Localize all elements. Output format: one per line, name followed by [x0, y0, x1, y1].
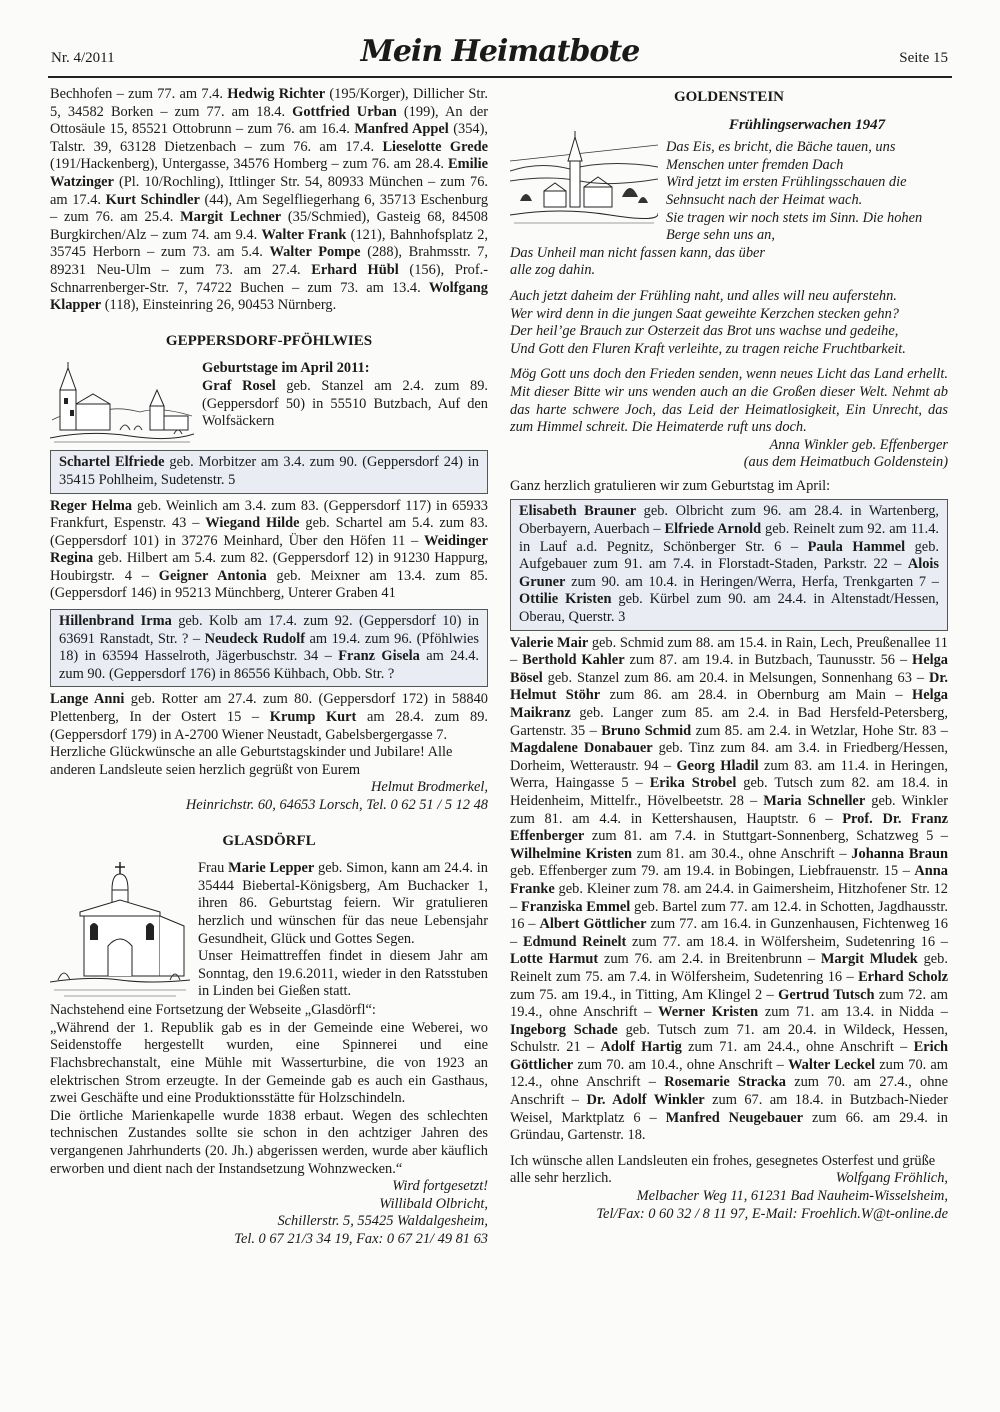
person-name: Georg Hladil: [676, 757, 759, 774]
masthead-logo: Mein Heimatbote: [360, 34, 640, 69]
person-name: Werner Kristen: [658, 1004, 759, 1021]
goldenstein-intro: Ganz herzlich gratulieren wir zum Geburtstag im April:: [510, 477, 831, 494]
person-name: Margit Lechner: [180, 209, 282, 226]
person-name: Emilie Watzinger: [50, 156, 488, 190]
right-column: [510, 86, 948, 1223]
person-name: Franziska Emmel: [520, 898, 631, 915]
entry-text: geb. Simon, kann am 24.4. in 35444 Biebertal-Königsberg, Am Buchacker 1, ihren 86. Geburtstag feiern. Wir gratulieren herzlich und wünschen für das neue Lebensjahr Gesundheit, Glück und Gottes Segen.: [198, 860, 488, 947]
highlight-box-elfriede: [50, 450, 488, 493]
header-rule: [48, 76, 952, 78]
entry-text: geb. Tutsch zum 82. am 18.4. in Heidenheim, Mittelfr., Hövelbeetstr. 28 –: [510, 775, 949, 809]
person-name: Magdalene Donabauer: [510, 740, 653, 757]
chapel-illustration: [50, 860, 190, 1000]
goldenstein-birthday-list: [510, 635, 948, 1145]
entry-text: (156), Prof.-Schnarrenberger-Str. 7, 74722 Buchen – zum 73. am 13.4.: [50, 261, 488, 296]
person-name: Graf Rosel: [202, 377, 276, 394]
entry-text: geb. Weinlich am 3.4. zum 83. (Geppersdorf 117) in 65933 Frankfurt, Espenstr. 43 –: [50, 497, 488, 532]
poem-stanza-1-end: alle zog dahin.: [510, 262, 596, 279]
entry-text: geb. Bartel zum 77. am 12.4. in Schotten, Jagdhausstr. 16 –: [510, 898, 948, 933]
person-name: Valerie Mair: [510, 634, 589, 651]
person-name: Erich Göttlicher: [510, 1039, 949, 1073]
person-name: Erhard Hübl: [311, 261, 399, 278]
entry-text: geb. Morbitzer am 3.4. zum 90. (Geppersdorf 24) in 35415 Pohlheim, Sudetenstr. 5: [59, 454, 479, 488]
person-name: Paula Hammel: [807, 538, 906, 555]
geppersdorf-closing: Herzliche Glückwünsche an alle Geburtstagskinder und Jubilare! Alle anderen Landsleute seien herzlich gegrüßt von Eurem: [50, 744, 453, 778]
geppersdorf-entries-3: [50, 691, 488, 744]
entry-text: geb. Schmid zum 88. am 15.4. in Rain, Lech, Preußenallee 11 –: [510, 634, 948, 669]
left-column: [50, 86, 488, 1249]
entry-text: (35/Schmied), Gasteig 68, 84508 Burgkirchen/Alz – zum 74. am 9.4.: [50, 209, 488, 243]
entry-text: zum 90. am 10.4. in Heringen/Werra, Herfa, Trenkgarten 7 –: [565, 573, 939, 590]
birthday-list-continued: [50, 86, 488, 315]
signature-brodmerkel-address: Heinrichstr. 60, 64653 Lorsch, Tel. 0 62 51 / 5 12 48: [185, 797, 488, 813]
page-number: Seite 15: [899, 50, 948, 66]
entry-text: zum 75. am 19.4., in Titting, Am Klingel 2 –: [510, 986, 779, 1003]
person-name: Albert Göttlicher: [539, 916, 647, 933]
poem-source: (aus dem Heimatbuch Goldenstein): [743, 454, 948, 471]
person-name: Maria Schneller: [763, 792, 866, 809]
entry-text: zum 87. am 19.4. in Butzbach, Taunusstr. 56 –: [624, 652, 913, 669]
entry-text: zum 70. am 12.4., ohne Anschrift –: [510, 1056, 949, 1091]
entry-text: geb. Kolb am 17.4. zum 92. (Geppersdorf 10) in 63691 Ranstadt, Str. ? –: [59, 613, 479, 647]
person-name: Erika Strobel: [649, 775, 737, 792]
geppersdorf-block: [50, 360, 488, 448]
entry-text: zum 77. am 16.4. in Gunzenhausen, Fichtenweg 16 –: [510, 916, 949, 950]
person-name: Anna Franke: [510, 863, 948, 897]
entry-text: zum 81. am 30.4., ohne Anschrift –: [632, 845, 852, 862]
person-name: Adolf Hartig: [600, 1039, 682, 1056]
section-heading-geppersdorf: GEPPERSDORF-PFÖHLWIES: [165, 332, 373, 349]
entry-text: geb. Winkler zum 81. am 4.4. in Kettershausen, Hauptstr. 6 –: [510, 792, 949, 827]
issue-number: Nr. 4/2011: [51, 50, 115, 66]
signature-olbricht-address: Schillerstr. 5, 55425 Waldalgesheim,: [277, 1213, 488, 1230]
geppersdorf-subheading: Geburtstage im April 2011:: [202, 360, 370, 377]
signature-olbricht-phone: Tel. 0 67 21/3 34 19, Fax: 0 67 21/ 49 81 63: [234, 1230, 488, 1247]
entry-text: geb. Schartel am 5.4. zum 83. (Geppersdorf 101) in 37276 Meinhard, Über den Höfen 11 –: [50, 515, 489, 549]
person-name: Ottilie Kristen: [519, 591, 612, 608]
person-name: Weidinger Regina: [50, 532, 488, 567]
person-name: Walter Pompe: [269, 244, 361, 261]
entry-text: zum 71. am 13.4. in Nidda –: [758, 1004, 948, 1021]
entry-text: geb. Rotter am 27.4. zum 80. (Geppersdorf 172) in 58840 Plettenberg, In der Ostert 15 –: [50, 691, 488, 726]
village-church-illustration: [50, 360, 194, 446]
person-name: Hedwig Richter: [227, 86, 326, 102]
entry-text: zum 67. am 18.4. in Butzbach-Nieder Weisel, Marktplatz 6 –: [510, 1092, 948, 1126]
entry-text: zum 70. am 10.4., ohne Anschrift –: [573, 1056, 789, 1073]
person-name: Helga Maikranz: [510, 687, 949, 721]
entry-text: zum 77. am 18.4. in Wölfersheim, Sudetenring 16 –: [626, 933, 949, 950]
goldenstein-poem-block: [510, 117, 948, 280]
person-name: Franz Gisela: [338, 648, 420, 665]
person-name: Kurt Schindler: [105, 191, 200, 208]
entry-text: Bechhofen – zum 77. am 7.4.: [50, 86, 228, 102]
entry-text: geb. Tutsch zum 71. am 20.4. in Wildeck, Hessen, Schulstr. 21 –: [510, 1021, 949, 1056]
entry-text: geb. Kleiner zum 78. am 24.4. in Gaimersheim, Hitzhofener Str. 12 –: [510, 880, 948, 915]
entry-text: (44), Am Segelfliegerhang 6, 35713 Eschenburg – zum 76. am 25.4.: [50, 191, 489, 226]
entry-text: zum 81. am 7.4. in Stuttgart-Sonnenberg, Schatzweg 5 –: [584, 828, 948, 845]
person-name: Helga Bösel: [510, 652, 948, 686]
continued-note: Wird fortgesetzt!: [392, 1178, 488, 1195]
entry-text: zum 86. am 28.4. in Obernburg am Main –: [600, 687, 913, 704]
entry-text: (Pl. 10/Rochling), Ittlinger Str. 54, 80933 München – zum 76. am 17.4.: [50, 173, 488, 208]
highlight-box-goldenstein: [510, 499, 948, 630]
person-name: Bruno Schmid: [601, 722, 692, 739]
person-name: Wiegand Hilde: [205, 515, 300, 532]
person-name: Gertrud Tutsch: [778, 986, 875, 1003]
entry-text: zum 85. am 2.4. in Wetzlar, Hohe Str. 83 –: [691, 722, 948, 739]
person-name: Lange Anni: [50, 691, 125, 708]
person-name: Elisabeth Brauner: [519, 503, 637, 520]
signature-froehlich-address: Melbacher Weg 11, 61231 Bad Nauheim-Wisselsheim,: [636, 1188, 948, 1205]
entry-text: (199), An der Ottosäule 15, 85521 Ottobrunn – zum 76. am 16.4.: [50, 103, 488, 138]
goldenstein-closing: Ich wünsche allen Landsleuten ein frohes, gesegnetes Osterfest und grüße alle sehr herzlich. Wolfgang Fröhlich,: [510, 1152, 948, 1187]
geppersdorf-entries-2: [50, 498, 488, 604]
person-name: Walter Frank: [261, 226, 347, 243]
entry-text: (121), Bahnhofsplatz 2, 35745 Herborn – zum 73. am 5.4.: [50, 226, 489, 261]
glasdoerfl-history-1: „Während der 1. Republik gab es in der Gemeinde eine Weberei, wo Seidenstoffe hergestellt wurden, eine Spinnerei und eine Flachsbrechanstalt, eine Mühle mit Wasserturbine, die von 1923 an elektrischen Strom erzeugte. In der Gemeinde gab es auch ein Gasthaus, zwei Geschäfte und eine Produktionsstätte für Holzschindeln.: [50, 1019, 488, 1107]
person-name: Neudeck Rudolf: [204, 630, 306, 647]
entry-text: geb. Kürbel zum 90. am 24.4. in Altenstadt/Hessen, Oberau, Querstr. 3: [519, 591, 940, 626]
person-name: Hillenbrand Irma: [59, 613, 172, 630]
person-name: Dr. Adolf Winkler: [586, 1092, 705, 1109]
entry-text: geb. Effenberger zum 79. am 19.4. in Bobingen, Liebfrauenstr. 15 –: [510, 863, 915, 880]
signature-brodmerkel: Helmut Brodmerkel,: [371, 779, 488, 796]
entry-text: am 24.4. zum 90. (Geppersdorf 176) in 86556 Kühbach, Obb. Str. ?: [59, 648, 480, 682]
entry-text: geb. Langer zum 85. am 2.4. in Bad Hersfeld-Petersberg, Gartenstr. 35 –: [510, 705, 948, 739]
entry-text: am 28.4. zum 89. (Geppersdorf 179) in A-2700 Wiener Neustadt, Gabelsbergergasse 7.: [50, 709, 488, 743]
person-name: Ingeborg Schade: [510, 1021, 618, 1038]
entry-text: (195/Korger), Dillicher Str. 5, 34582 Borken – zum 77. am 18.4.: [50, 86, 488, 120]
entry-text: geb. Stanzel zum 86. am 20.4. in Melsungen, Sonnenhang 63 –: [542, 669, 929, 686]
section-heading-goldenstein: GOLDENSTEIN: [673, 89, 785, 105]
entry-text: geb. Reinelt zum 75. am 7.4. in Wölfersheim, Sudetenring 16 –: [510, 951, 948, 985]
person-name: Alois Gruner: [519, 556, 939, 590]
person-name: Berthold Kahler: [522, 652, 625, 669]
person-name: Elfriede Arnold: [664, 521, 762, 538]
entry-text: zum 83. am 11.4. in Heringen, Werra, Haingasse 5 –: [510, 757, 949, 792]
person-name: Schartel Elfriede: [59, 454, 165, 471]
person-name: Wilhelmine Kristen: [510, 845, 632, 862]
entry-text: zum 76. am 2.4. in Breitenbrunn –: [598, 951, 821, 968]
entry-text: zum 66. am 29.4. in Gründau, Gartenstr. 18.: [510, 1109, 949, 1144]
person-name: Reger Helma: [50, 497, 133, 514]
person-name: Manfred Neugebauer: [665, 1109, 804, 1126]
entry-text: (191/Hackenberg), Untergasse, 34576 Homberg – zum 76. am 28.4.: [50, 156, 449, 173]
glasdoerfl-block: [50, 860, 488, 1002]
signature-froehlich-contact: Tel/Fax: 0 60 32 / 8 11 97, E-Mail: Froehlich.W@t-online.de: [596, 1205, 948, 1222]
person-name: Edmund Reinelt: [522, 933, 627, 950]
entry-text: zum 70. am 27.4., ohne Anschrift –: [510, 1074, 948, 1109]
entry-text: Frau: [198, 860, 229, 877]
poem-stanza-1: Das Eis, es bricht, die Bäche tauen, uns Menschen unter fremden Dach Wird jetzt im ersten Frühlingsschauen die Sehnsucht nach der Heimat wach. Sie tragen wir noch stets im Sinn. Die hohen Berge sehn uns an, Das Unheil man nicht fassen kann, das über: [510, 139, 923, 261]
person-name: Wolfgang Klapper: [50, 279, 488, 314]
poem-stanza-3: Mög Gott uns doch den Frieden senden, wenn neues Licht das Land erhellt. Mit dieser Bitte wir uns wenden auch an die Großen dieser Welt. Nehmt ab das harte schwere Joch, das Leid der Heimatlosigkeit, Ein Unrecht, das zum Himmel schreit. Die Heimaterde ruft uns doch.: [510, 366, 948, 436]
glasdoerfl-history-2: Die örtliche Marienkapelle wurde 1838 erbaut. Wegen des schlechten technischen Zustandes sollte sie schon in den achtziger Jahren des vergangenen Jahrhunderts (20. Jh.) abgerissen werden, wurde aber käuflich erworben und dient nach der Instandsetzung Wohnzwecken.“: [50, 1107, 488, 1177]
village-landscape-illustration: [510, 131, 658, 231]
poem-author: Anna Winkler geb. Effenberger: [769, 436, 948, 453]
entry-text: am 19.4. zum 96. (Pföhlwies 18) in 63594 Hasselroth, Jägerbuschstr. 34 –: [59, 630, 479, 665]
person-name: Manfred Appel: [354, 121, 449, 138]
person-name: Johanna Braun: [851, 845, 949, 862]
glasdoerfl-web-intro: Nachstehend eine Fortsetzung der Webseite „Glasdörfl“:: [50, 1002, 376, 1019]
person-name: Dr. Helmut Stöhr: [510, 669, 948, 704]
entry-text: geb. Reinelt zum 92. am 11.4. in Lauf a.d. Pegnitz, Schönberger Str. 6 –: [519, 521, 939, 555]
person-name: Walter Leckel: [788, 1056, 876, 1073]
glasdoerfl-meeting: Unser Heimattreffen findet in diesem Jahr am Sonntag, den 19.6.2011, wieder in den Ratsstuben in Linden bei Gießen statt.: [198, 948, 488, 1000]
entry-text: geb. Aufgebauer zum 91. am 7.4. in Florstadt-Staden, Parkstr. 22 –: [519, 538, 939, 573]
person-name: Lotte Harmut: [510, 951, 599, 968]
poem-title: Frühlingserwachen 1947: [728, 116, 886, 133]
entry-text: (354), Talstr. 39, 63128 Dietzenbach – zum 76. am 17.4.: [50, 121, 488, 155]
signature-olbricht: Willibald Olbricht,: [379, 1195, 488, 1212]
person-name: Rosemarie Stracka: [664, 1074, 786, 1091]
person-name: Lieselotte Grede: [382, 138, 488, 155]
person-name: Krump Kurt: [269, 709, 357, 726]
person-name: Geigner Antonia: [158, 567, 267, 584]
entry-text: zum 71. am 24.4., ohne Anschrift –: [681, 1039, 914, 1056]
entry-text: zum 72. am 19.4., ohne Anschrift –: [510, 986, 949, 1021]
person-name: Erhard Scholz: [858, 968, 948, 985]
section-heading-glasdoerfl: GLASDÖRFL: [222, 832, 316, 849]
person-name: Margit Mludek: [820, 951, 918, 968]
person-name: Marie Lepper: [228, 860, 315, 877]
entry-text: (288), Brahmsstr. 7, 89231 Neu-Ulm – zum 73. am 27.4.: [50, 244, 488, 278]
entry-text: geb. Stanzel am 2.4. zum 89. (Geppersdorf 50) in 55510 Butzbach, Auf den Wolfsäckern: [202, 377, 488, 430]
entry-text: geb. Tinz zum 84. am 3.4. in Friedberg/Hessen, Dorheim, Wetteraustr. 94 –: [510, 740, 948, 774]
person-name: Gottfried Urban: [292, 103, 397, 120]
person-name: Prof. Dr. Franz Effenberger: [510, 810, 948, 845]
entry-text: geb. Meixner am 13.4. zum 85. (Geppersdorf 146) in 95213 Münchberg, Unterer Graben 41: [50, 567, 488, 602]
highlight-box-hillenbrand: [50, 609, 488, 687]
entry-text: geb. Olbricht zum 96. am 28.4. in Wartenberg, Oberbayern, Auerbach –: [519, 503, 939, 538]
poem-stanza-2: Auch jetzt daheim der Frühling naht, und alles will neu auferstehn. Wer wird denn in die jungen Saat geweihte Kerzchen stecken gehn? Der heil’ge Brauch zur Osterzeit das Brot uns wachse und gedeihe, Und Gott den Fluren Kraft verleihte, zu tragen reiche Fruchtbarkeit.: [510, 287, 906, 357]
signature-froehlich: Wolfgang Fröhlich,: [835, 1170, 948, 1187]
entry-text: (118), Einsteinring 26, 90453 Nürnberg.: [101, 297, 337, 314]
entry-text: geb. Hilbert am 5.4. zum 82. (Geppersdorf 12) in 91230 Happurg, Houbirgstr. 4 –: [50, 550, 488, 584]
